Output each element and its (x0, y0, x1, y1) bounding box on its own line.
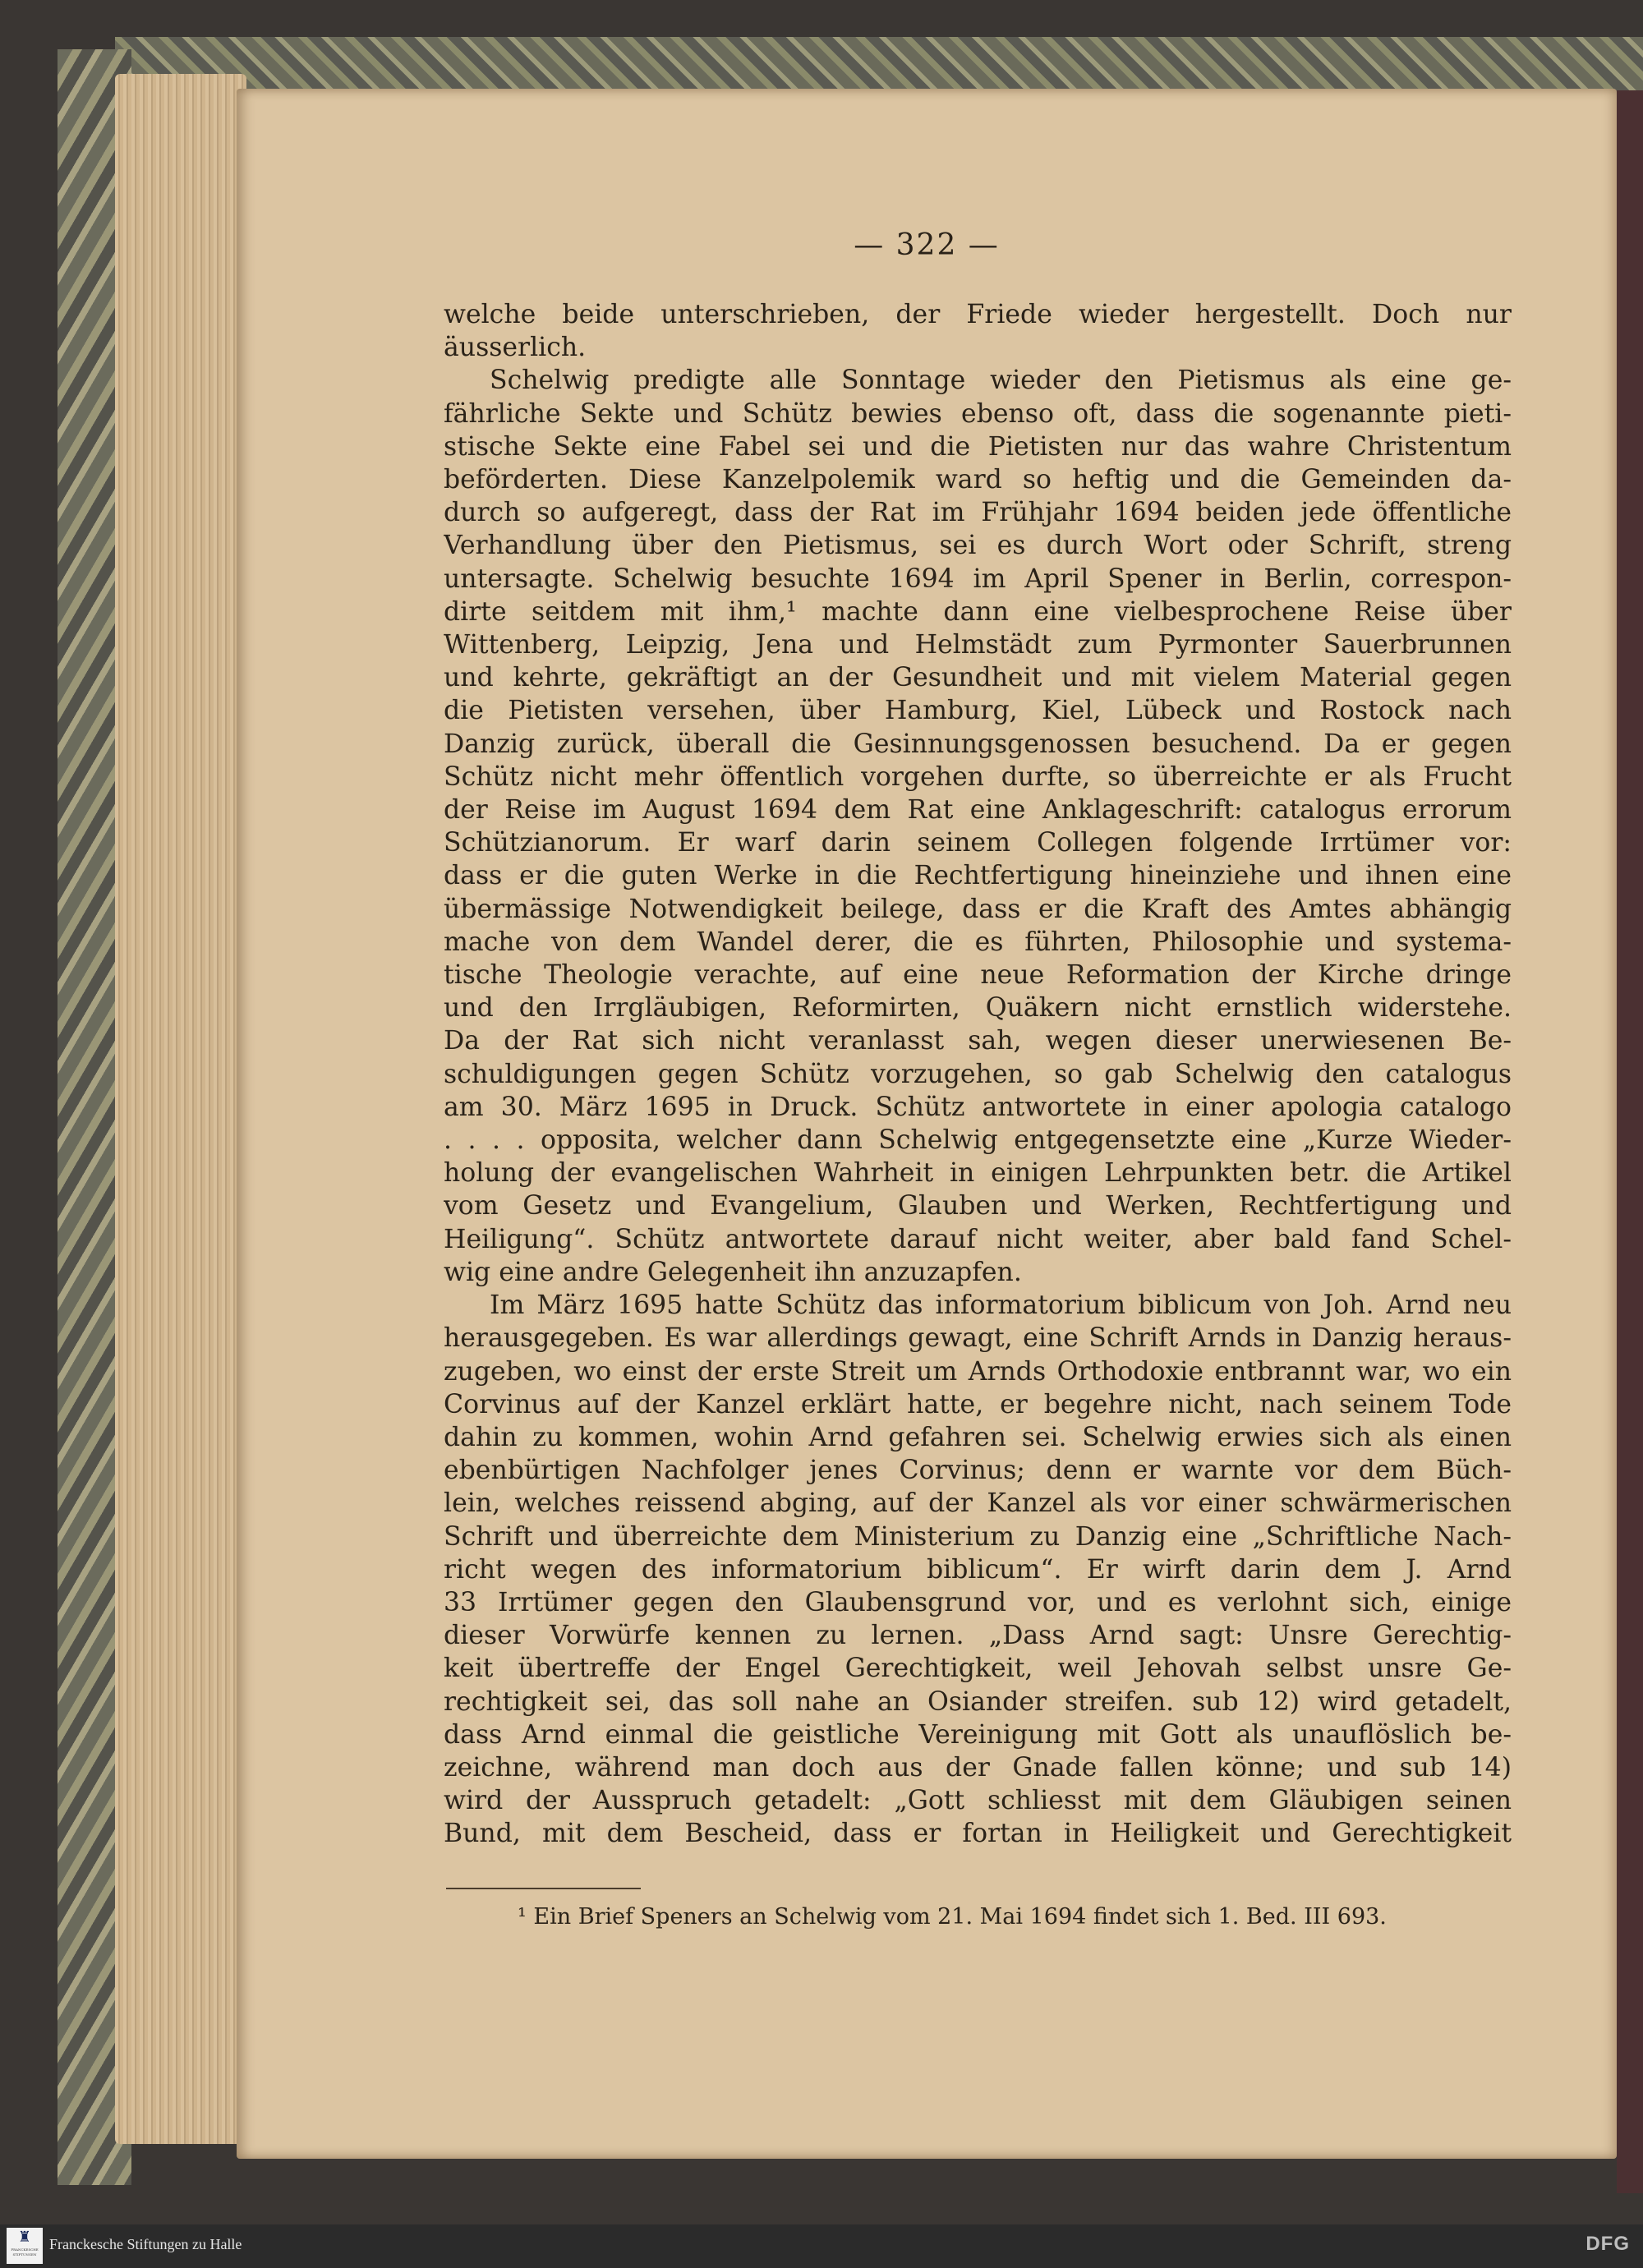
text-line: Schütz nicht mehr öffentlich vorgehen durfte, so überreichte er als Frucht (444, 761, 1512, 792)
text-line: keit übertreffe der Engel Gerechtigkeit, weil Jehovah selbst unsre Ge- (444, 1654, 1512, 1684)
text-line: tische Theologie verachte, auf eine neue Reformation der Kirche dringe (444, 960, 1512, 991)
text-line: mache von dem Wandel derer, die es führten, Philosophie und systema- (444, 927, 1512, 957)
footnote-rule (446, 1888, 641, 1889)
text-line: wird der Ausspruch getadelt: „Gott schliesst mit dem Gläubigen seinen (444, 1786, 1512, 1816)
text-line: und den Irrgläubigen, Reformirten, Quäkern nicht ernstlich widerstehe. (444, 993, 1512, 1024)
text-line: Da der Rat sich nicht veranlasst sah, wegen dieser unerwiesenen Be- (444, 1026, 1512, 1056)
text-line: herausgegeben. Es war allerdings gewagt, eine Schrift Arnds in Danzig heraus- (444, 1323, 1512, 1354)
text-line: . . . . opposita, welcher dann Schelwig entgegensetzte eine „Kurze Wieder- (444, 1125, 1512, 1156)
text-line: vom Gesetz und Evangelium, Glauben und Werken, Rechtfertigung und (444, 1191, 1512, 1221)
page-stack (115, 74, 246, 2144)
text-line: Schrift und überreichte dem Ministerium zu Danzig eine „Schriftliche Nach- (444, 1521, 1512, 1552)
text-line: durch so aufgeregt, dass der Rat im Frühjahr 1694 beiden jede öffentliche (444, 498, 1512, 528)
text-line: stische Sekte eine Fabel sei und die Pietisten nur das wahre Christentum (444, 431, 1512, 462)
text-line: dirte seitdem mit ihm,¹ machte dann eine vielbesprochene Reise über (444, 596, 1512, 627)
text-line: untersagte. Schelwig besuchte 1694 im April Spener in Berlin, correspon- (444, 564, 1512, 594)
text-line: dass er die guten Werke in die Rechtfertigung hineinziehe und ihnen eine (444, 861, 1512, 891)
footnote: ¹ Ein Brief Speners an Schelwig vom 21. Mai 1694 findet sich 1. Bed. III 693. (518, 1904, 1387, 1930)
text-line: zeichne, während man doch aus der Gnade fallen könne; und sub 14) (444, 1752, 1512, 1783)
text-line: Danzig zurück, überall die Gesinnungsgenossen besuchend. Da er gegen (444, 729, 1512, 759)
book-spine-right (1617, 90, 1643, 2193)
text-line: Schützianorum. Er warf darin seinem Collegen folgende Irrtümer vor: (444, 828, 1512, 858)
institution-logo-icon: ♜ FRANCKESCHE STIFTUNGEN (7, 2228, 43, 2264)
text-line: beförderten. Diese Kanzelpolemik ward so heftig und die Gemeinden da- (444, 465, 1512, 495)
text-line: der Reise im August 1694 dem Rat eine Anklageschrift: catalogus errorum (444, 795, 1512, 826)
text-line: zugeben, wo einst der erste Streit um Arnds Orthodoxie entbrannt war, wo ein (444, 1356, 1512, 1387)
text-line: Im März 1695 hatte Schütz das informatorium biblicum von Joh. Arnd neu (490, 1290, 1512, 1321)
text-line: äusserlich. (444, 333, 587, 363)
text-line: Corvinus auf der Kanzel erklärt hatte, er begehre nicht, nach seinem Tode (444, 1389, 1512, 1419)
text-line: dahin zu kommen, wohin Arnd gefahren sei. Schelwig erwies sich als einen (444, 1422, 1512, 1452)
text-line: ebenbürtigen Nachfolger jenes Corvinus; denn er warnte vor dem Büch- (444, 1456, 1512, 1486)
body-text (444, 298, 1512, 1851)
page-number: — 322 — (854, 228, 1000, 262)
text-line: richt wegen des informatorium biblicum“. Er wirft darin dem J. Arnd (444, 1554, 1512, 1585)
text-line: lein, welches reissend abging, auf der Kanzel als vor einer schwärmerischen (444, 1488, 1512, 1519)
text-line: Bund, mit dem Bescheid, dass er fortan in Heiligkeit und Gerechtigkeit (444, 1819, 1512, 1849)
dfg-logo: DFG (1585, 2233, 1630, 2255)
text-line: Wittenberg, Leipzig, Jena und Helmstädt zum Pyrmonter Sauerbrunnen (444, 630, 1512, 660)
text-line: dass Arnd einmal die geistliche Vereinigung mit Gott als unauflöslich be- (444, 1719, 1512, 1750)
text-line: schuldigungen gegen Schütz vorzugehen, so gab Schelwig den catalogus (444, 1059, 1512, 1089)
text-line: wig eine andre Gelegenheit ihn anzuzapfen. (444, 1257, 1022, 1287)
text-line: Heiligung“. Schütz antwortete darauf nicht weiter, aber bald fand Schel- (444, 1224, 1512, 1254)
text-line: welche beide unterschrieben, der Friede wieder hergestellt. Doch nur (444, 300, 1512, 329)
text-line: fährliche Sekte und Schütz bewies ebenso oft, dass die sogenannte pieti- (444, 398, 1512, 429)
text-line: Verhandlung über den Pietismus, sei es durch Wort oder Schrift, streng (444, 531, 1512, 561)
institution-name: Franckesche Stiftungen zu Halle (49, 2236, 242, 2252)
text-line: am 30. März 1695 in Druck. Schütz antwortete in einer apologia catalogo (444, 1092, 1512, 1122)
text-line: die Pietisten versehen, über Hamburg, Kiel, Lübeck und Rostock nach (444, 696, 1512, 726)
text-line: rechtigkeit sei, das soll nahe an Osiander streifen. sub 12) wird getadelt, (444, 1686, 1512, 1717)
text-line: übermässige Notwendigkeit beilege, dass er die Kraft des Amtes abhängig (444, 894, 1512, 924)
text-line: Schelwig predigte alle Sonntage wieder den Pietismus als eine ge- (490, 366, 1512, 396)
text-line: dieser Vorwürfe kennen zu lernen. „Dass Arnd sagt: Unsre Gerechtig- (444, 1621, 1512, 1651)
text-line: holung der evangelischen Wahrheit in einigen Lehrpunkten betr. die Artikel (444, 1158, 1512, 1189)
text-line: und kehrte, gekräftigt an der Gesundheit und mit vielem Material gegen (444, 663, 1512, 693)
viewer-footer (0, 2224, 1643, 2268)
text-line: 33 Irrtümer gegen den Glaubensgrund vor, und es verlohnt sich, einige (444, 1587, 1512, 1617)
